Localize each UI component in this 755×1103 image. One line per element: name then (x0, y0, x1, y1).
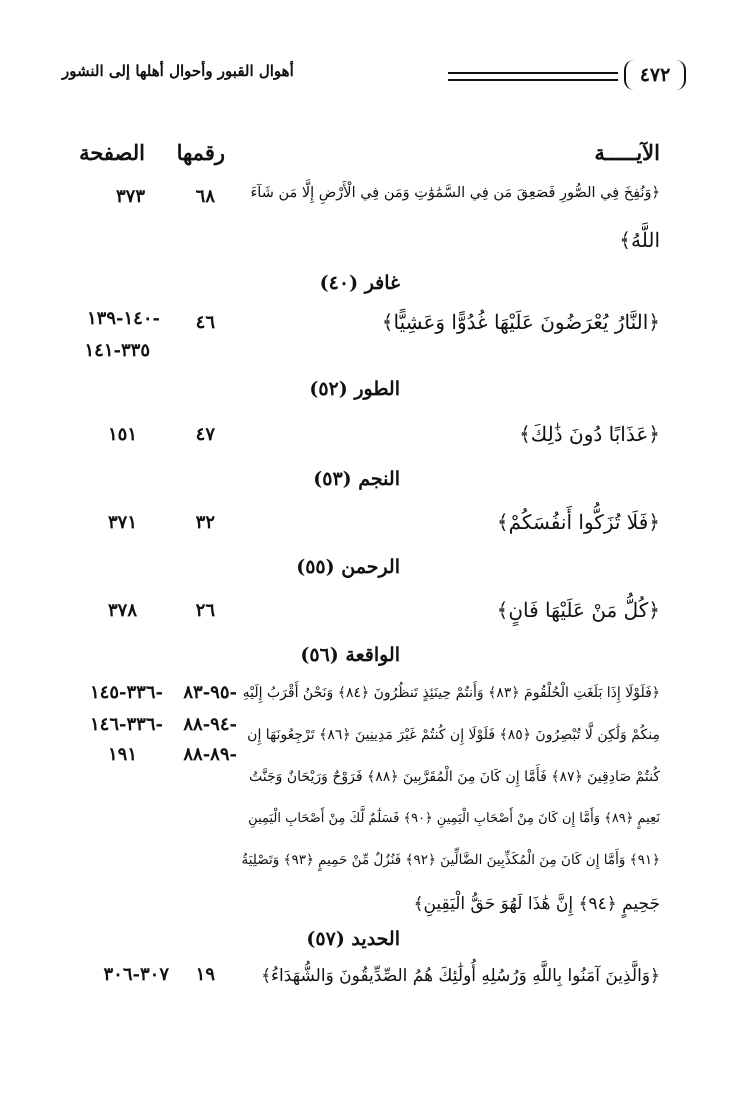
verse-line: ﴿كُلُّ مَنْ عَلَيْهَا فَانٍ﴾ (496, 598, 660, 622)
verse-number: ٤٦ (195, 312, 215, 333)
verse-line: اللَّهُ﴾ (619, 228, 660, 252)
verse-number: -٨٩-٨٨ (183, 744, 237, 765)
verse-line: ﴿٩١﴾ وَأَمَّا إِن كَانَ مِنَ الْمُكَذِّبِينَ الضَّالِّينَ ﴿٩٢﴾ فَنُزُلٌ مِّنْ حَمِيمٍ ﴿٩٣﴾ وَتَصْلِيَةُ (241, 852, 660, 868)
page-ref: ٣٣٥-١٤١ (84, 340, 150, 361)
verse-line: نَعِيمٍ ﴿٨٩﴾ وَأَمَّا إِن كَانَ مِنْ أَصْحَابِ الْيَمِينِ ﴿٩٠﴾ فَسَلَٰمٌ لَّكَ مِنْ أَصْحَابِ الْيَمِينِ (248, 811, 660, 826)
verse-line: جَحِيمٍ ﴿٩٤﴾ إِنَّ هَٰذَا لَهُوَ حَقُّ الْيَقِينِ﴾ (413, 894, 660, 914)
surah-heading: الرحمن (٥٥) (296, 556, 400, 578)
verse-number: ٤٧ (195, 424, 215, 445)
surah-heading: الطور (٥٢) (309, 378, 400, 400)
page-ref: ١٥١ (107, 424, 137, 445)
verse-line: ﴿النَّارُ يُعْرَضُونَ عَلَيْهَا غُدُوًّا وَعَشِيًّا﴾ (381, 310, 660, 334)
verse-number: -٩٤-٨٨ (183, 714, 237, 735)
surah-heading: الحديد (٥٧) (306, 928, 400, 950)
verse-line: مِنكُمْ وَلَٰكِن لَّا تُبْصِرُونَ ﴿٨٥﴾ فَلَوْلَا إِن كُنتُمْ غَيْرَ مَدِينِينَ ﴿٨٦﴾ تَرْجِعُونَهَا إِن (247, 727, 660, 743)
column-number: رقمها (176, 140, 225, 165)
verse-number: ١٩ (195, 964, 215, 985)
column-verse: الآيـــــة (594, 140, 660, 165)
running-title: أهوال القبور وأحوال أهلها إلى النشور (62, 62, 294, 80)
surah-heading: غافر (٤٠) (319, 272, 400, 294)
verse-line: ﴿وَنُفِخَ فِي الصُّورِ فَصَعِقَ مَن فِي السَّمَٰوَٰتِ وَمَن فِي الْأَرْضِ إِلَّا مَن شَآءَ (250, 185, 660, 201)
page-ref: ٣٠٧-٣٠٦ (103, 964, 169, 985)
verse-line: كُنتُمْ صَادِقِينَ ﴿٨٧﴾ فَأَمَّا إِن كَانَ مِنَ الْمُقَرَّبِينَ ﴿٨٨﴾ فَرَوْحٌ وَرَيْحَانٌ وَجَنَّتُ (249, 769, 660, 785)
column-page: الصفحة (79, 140, 145, 165)
surah-heading: الواقعة (٥٦) (300, 644, 400, 666)
verse-line: ﴿فَلَوْلَا إِذَا بَلَغَتِ الْحُلْقُومَ ﴿٨٣﴾ وَأَنتُمْ حِينَئِذٍ تَنظُرُونَ ﴿٨٤﴾ وَنَحْنُ أَقْرَبُ إِلَيْهِ (242, 685, 660, 701)
verse-line: ﴿فَلَا تُزَكُّوا أَنفُسَكُمْ﴾ (496, 510, 660, 534)
surah-heading: النجم (٥٣) (313, 468, 400, 490)
page-ref: ٣٧٣ (115, 186, 145, 207)
verse-number: ٢٦ (195, 600, 215, 621)
page-ref: ١٩١ (107, 744, 137, 765)
page-ref: -٣٣٦-١٤٥ (90, 682, 163, 703)
page-ref: ٣٧١ (107, 512, 137, 533)
verse-number: -٩٥-٨٣ (183, 682, 237, 703)
page-header (60, 58, 690, 94)
verse-number: ٦٨ (195, 186, 215, 207)
page-number: ٤٧٢ (624, 60, 686, 90)
page-ref: -٣٣٦-١٤٦ (90, 714, 163, 735)
verse-line: ﴿عَذَابًا دُونَ ذَٰلِكَ﴾ (519, 422, 660, 446)
verse-line: ﴿وَالَّذِينَ آمَنُوا بِاللَّهِ وَرُسُلِهِ أُولَٰئِكَ هُمُ الصِّدِّيقُونَ وَالشُّهَدَاءُ﴾ (261, 966, 660, 986)
header-rule (448, 72, 618, 81)
verse-number: ٣٢ (195, 512, 215, 533)
page-ref: ٣٧٨ (107, 600, 137, 621)
page-ref: -١٤٠-١٣٩ (87, 308, 160, 329)
